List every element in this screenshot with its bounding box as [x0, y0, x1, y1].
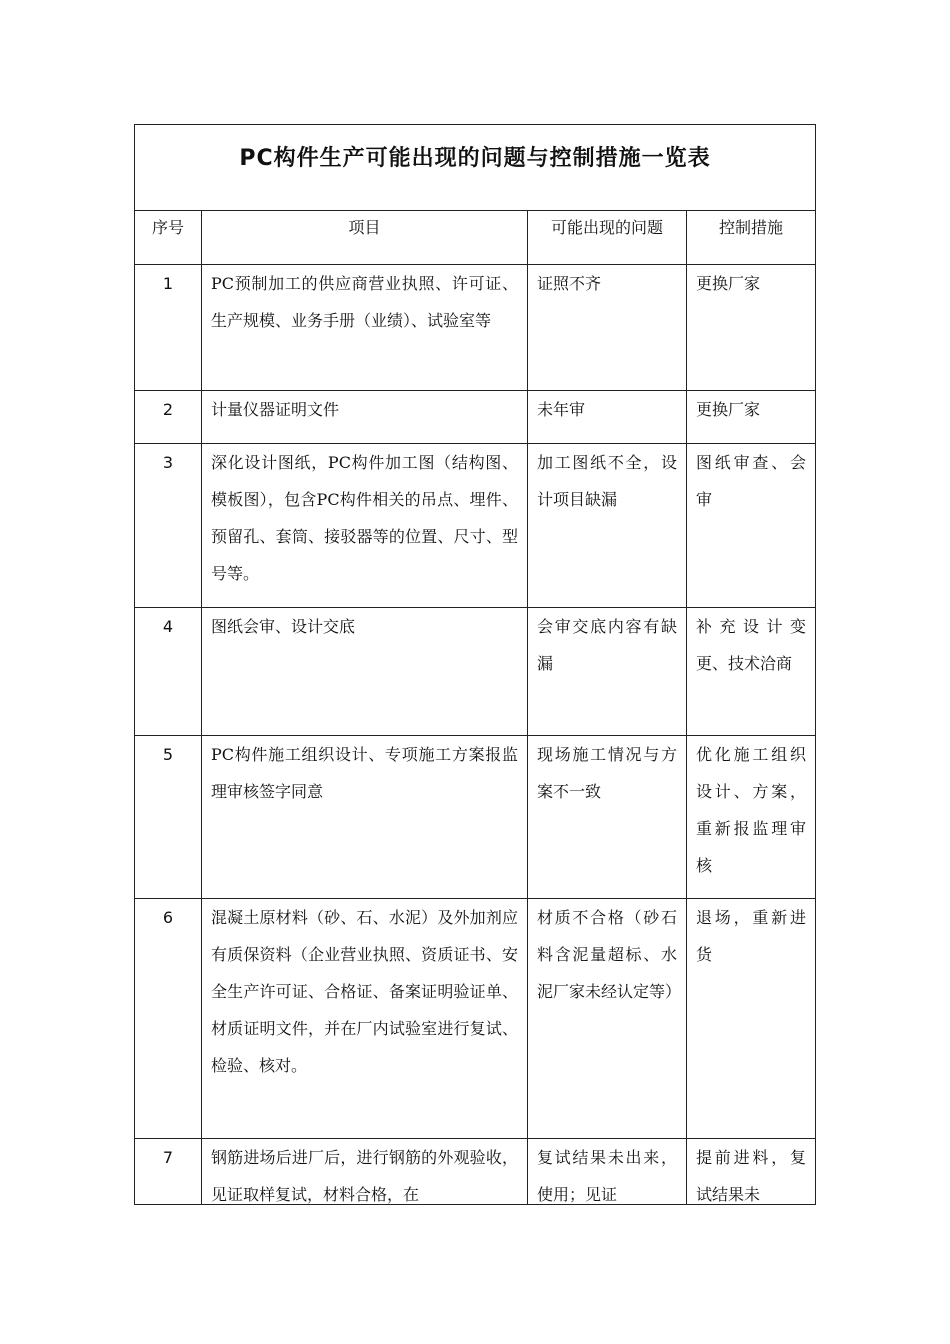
cell-item: PC构件施工组织设计、专项施工方案报监理审核签字同意 — [202, 736, 528, 898]
cell-measure: 图纸审查、会审 — [696, 453, 806, 509]
cell-measure: 优化施工组织设计、方案，重新报监理审核 — [696, 745, 806, 875]
cell-problem: 证照不齐 — [528, 265, 687, 390]
cell-seq: 6 — [135, 899, 202, 1138]
cell-problem: 未年审 — [528, 391, 687, 443]
cell-item: 钢筋进场后进厂后，进行钢筋的外观验收，见证取样复试，材料合格，在 — [202, 1139, 528, 1205]
table-bottom-border — [134, 1204, 816, 1205]
table-row — [135, 444, 815, 608]
cell-problem: 现场施工情况与方案不一致 — [528, 736, 687, 898]
control-measures-table — [134, 124, 816, 1205]
table-row — [135, 608, 815, 736]
table-row — [135, 899, 815, 1139]
cell-problem: 复试结果未出来，使用；见证 — [528, 1139, 687, 1205]
cell-measure: 补充设计变更、技术洽商 — [696, 617, 806, 673]
table-row — [135, 736, 815, 899]
table-row — [135, 1139, 815, 1205]
cell-item: 计量仪器证明文件 — [202, 391, 528, 443]
cell-measure: 退场，重新进货 — [696, 908, 806, 964]
cell-seq: 1 — [135, 265, 202, 390]
table-row — [135, 265, 815, 391]
table-title: PC构件生产可能出现的问题与控制措施一览表 — [239, 146, 711, 171]
table-title-row — [135, 125, 815, 211]
cell-item: 混凝土原材料（砂、石、水泥）及外加剂应有质保资料（企业营业执照、资质证书、安全生产许可证、合格证、备案证明验证单、材质证明文件，并在厂内试验室进行复试、检验、核对。 — [202, 899, 528, 1138]
cell-seq: 5 — [135, 736, 202, 898]
header-measure: 控制措施 — [718, 218, 783, 237]
cell-item: 深化设计图纸，PC构件加工图（结构图、模板图），包含PC构件相关的吊点、埋件、预留孔、套筒、接驳器等的位置、尺寸、型号等。 — [202, 444, 528, 607]
cell-seq: 4 — [135, 608, 202, 735]
table-header-row — [135, 211, 815, 265]
cell-problem: 材质不合格（砂石料含泥量超标、水泥厂家未经认定等） — [528, 899, 687, 1138]
cell-seq: 7 — [135, 1139, 202, 1205]
cell-seq: 3 — [135, 444, 202, 607]
header-item: 项目 — [202, 211, 528, 264]
cell-item: PC预制加工的供应商营业执照、许可证、生产规模、业务手册（业绩）、试验室等 — [202, 265, 528, 390]
cell-problem: 会审交底内容有缺漏 — [528, 608, 687, 735]
header-problem: 可能出现的问题 — [528, 211, 687, 264]
table-row — [135, 391, 815, 444]
cell-seq: 2 — [135, 391, 202, 443]
cell-problem: 加工图纸不全，设计项目缺漏 — [528, 444, 687, 607]
cell-measure: 更换厂家 — [696, 274, 761, 293]
cell-measure: 提前进料，复试结果未 — [696, 1148, 806, 1204]
cell-measure: 更换厂家 — [696, 400, 761, 419]
cell-item: 图纸会审、设计交底 — [202, 608, 528, 735]
header-seq: 序号 — [135, 211, 202, 264]
